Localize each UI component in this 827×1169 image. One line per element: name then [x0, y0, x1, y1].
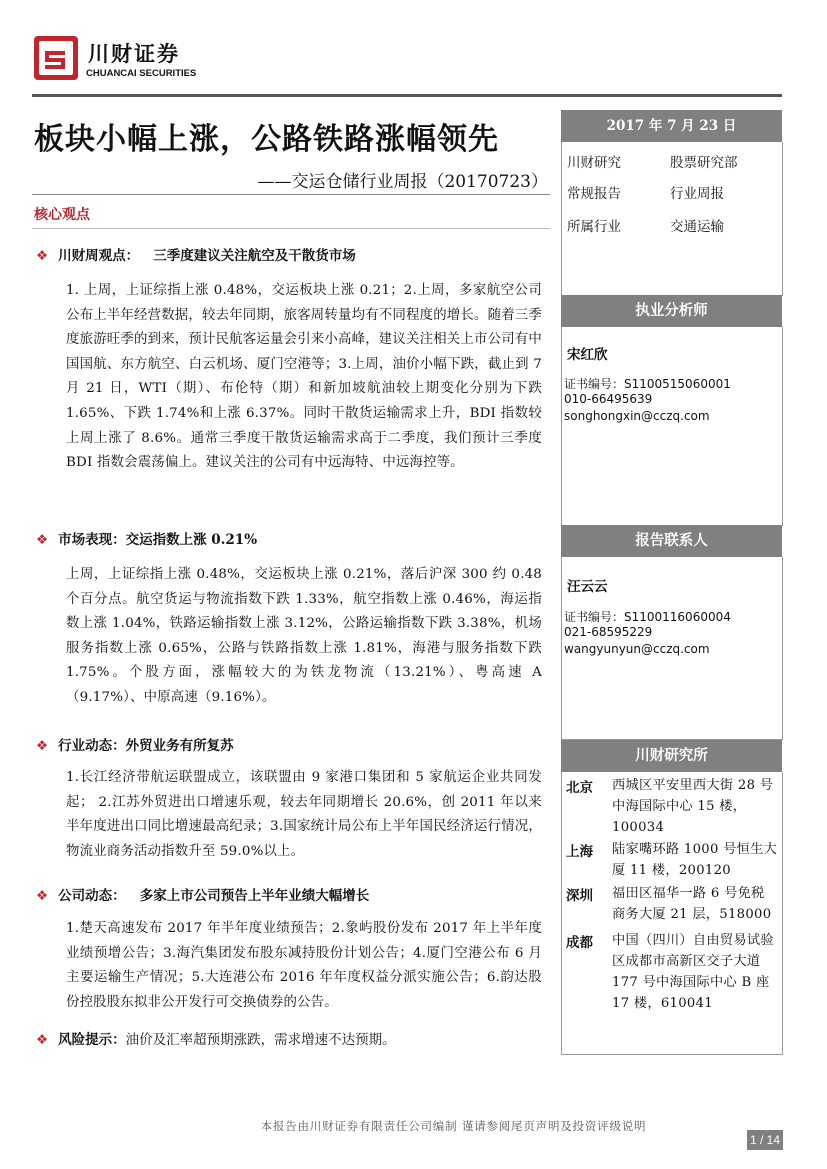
report-subtitle: ——交运仓储行业周报（20170723） — [257, 172, 548, 192]
info-source: 川财研究 — [567, 155, 621, 171]
contact-email[interactable]: wangyunyun@cczq.com — [564, 642, 710, 656]
office-address-beijing: 西城区平安里西大街 28 号中海国际中心 15 楼，100034 — [612, 778, 774, 835]
section-headline: 交运指数上涨 0.21% — [125, 532, 258, 548]
office-city-shanghai: 上海 — [566, 844, 593, 860]
footer-disclaimer: 本报告由川财证券有限责任公司编制 谨请参阅尾页声明及投资评级说明 — [260, 1119, 647, 1133]
institute-section-title: 川财研究所 — [561, 740, 782, 772]
office-city-chengdu: 成都 — [566, 935, 593, 951]
office-address-shenzhen: 福田区福华一路 6 号免税商务大厦 21 层，518000 — [612, 886, 772, 922]
analyst-email[interactable]: songhongxin@cczq.com — [564, 409, 710, 423]
info-department: 股票研究部 — [670, 155, 738, 171]
analyst-section-title: 执业分析师 — [561, 295, 782, 327]
section-heading — [36, 244, 356, 264]
info-industry-label: 所属行业 — [567, 219, 621, 235]
section-headline: 外贸业务有所复苏 — [125, 738, 234, 754]
info-industry-value: 交通运输 — [670, 219, 724, 235]
core-views-divider — [32, 228, 550, 229]
diamond-bullet-icon: ❖ — [36, 738, 49, 754]
office-city-beijing: 北京 — [566, 780, 593, 796]
diamond-bullet-icon: ❖ — [36, 888, 49, 904]
office-address-shanghai: 陆家嘴环路 1000 号恒生大厦 11 楼，200120 — [612, 842, 778, 878]
diamond-bullet-icon: ❖ — [36, 248, 49, 264]
contact-phone: 021-68595229 — [564, 625, 653, 639]
section-heading — [36, 884, 369, 904]
section-heading — [36, 734, 234, 754]
diamond-bullet-icon: ❖ — [36, 532, 49, 548]
report-title: 板块小幅上涨，公路铁路涨幅领先 — [34, 122, 499, 157]
info-report-category: 行业周报 — [670, 186, 724, 202]
risk-text: 油价及汇率超预期涨跌，需求增速不达预期。 — [125, 1032, 396, 1048]
section-label: 市场表现： — [58, 532, 126, 548]
section-body: 1.长江经济带航运联盟成立，该联盟由 9 家港口集团和 5 家航运企业共同发起； 2.江苏外贸进出口增速乐观，较去年同期增长 20.6%，创 2011 年以来半年度进出口同比增速最高纪录；3.国家统计局公布上半年国民经济运行情况，物流业商务活动指数升至 59.0%以上。 — [66, 770, 542, 859]
section-body: 上周，上证综指上涨 0.48%，交运板块上涨 0.21%，落后沪深 300 约 0.48 个百分点。航空货运与物流指数下跌 1.33%，航空指数上涨 0.46%，海运指数上涨 1.04%，铁路运输指数上涨 3.12%，公路运输指数下跌 3.38%，机场服务指数上涨 0.65%，公路与铁路指数上涨 1.81%，海港与服务指数下跌 1.75%。个股方面，涨幅较大的为铁龙物流（13.21%）、粤高速 A（9.17%）、中原高速（9.16%）。 — [66, 567, 542, 705]
diamond-bullet-icon: ❖ — [36, 1032, 49, 1048]
office-address-chengdu: 中国（四川）自由贸易试验区成都市高新区交子大道 177 号中海国际中心 B 座 17 楼，610041 — [612, 933, 774, 1011]
section-headline: 三季度建议关注航空及干散货市场 — [153, 248, 356, 264]
contact-name: 汪云云 — [567, 579, 608, 595]
contact-cert: 证书编号：S1100116060004 — [564, 610, 731, 624]
section-body: 1. 上周，上证综指上涨 0.48%，交运板块上涨 0.21；2.上周，多家航空公司公布上半年经营数据，较去年同期，旅客周转量均有不同程度的增长。随着三季度旅游旺季的到来，预计民航客运量会引来小高峰，建议关注相关上市公司有中国国航、东方航空、白云机场、厦门空港等；3.上周，油价小幅下跌，截止到 7 月 21 日，WTI（期）、布伦特（期）和新加坡航油较上期变化分别为下跌 1.65%、下跌 1.74%和上涨 6.37%。同时干散货运输需求上升，BDI 指数较上周上涨了 8.6%。通常三季度干散货运输需求高于二季度，我们预计三季度 BDI 指数会震荡偏上。建议关注的公司有中远海特、中远海控等。 — [66, 283, 542, 471]
core-views-heading: 核心观点 — [34, 207, 90, 223]
section-label: 公司动态： — [58, 888, 126, 904]
analyst-phone: 010-66495639 — [564, 392, 653, 406]
info-report-type: 常规报告 — [567, 186, 621, 202]
logo-company-english: CHUANCAI SECURITIES — [86, 68, 197, 79]
risk-warning — [36, 1028, 396, 1048]
analyst-cert: 证书编号：S1100515060001 — [564, 377, 731, 391]
chuancai-logo-icon — [34, 36, 78, 80]
office-city-shenzhen: 深圳 — [566, 888, 593, 904]
title-divider — [32, 194, 550, 195]
section-headline: 多家上市公司预告上半年业绩大幅增长 — [139, 888, 370, 904]
section-label: 行业动态： — [58, 738, 126, 754]
section-label: 川财周观点： — [58, 248, 140, 264]
header-divider — [32, 94, 782, 97]
analyst-name: 宋红欣 — [567, 347, 608, 363]
report-date: 2017 年 7 月 23 日 — [561, 110, 782, 142]
logo-company-name: 川财证券 — [88, 42, 180, 66]
section-heading — [36, 528, 257, 548]
contact-section-title: 报告联系人 — [561, 525, 782, 557]
section-body: 1.楚天高速发布 2017 年半年度业绩预告；2.象屿股份发布 2017 年上半年度业绩预增公告；3.海汽集团发布股东减持股份计划公告；4.厦门空港公布 6 月主要运输生产情况；5.大连港公布 2016 年年度权益分派实施公告；6.韵达股份控股股东拟非公开发行可交换债券的公告。 — [66, 921, 542, 1010]
page-number: 1 / 14 — [747, 1130, 783, 1150]
risk-label: 风险提示： — [58, 1032, 126, 1048]
